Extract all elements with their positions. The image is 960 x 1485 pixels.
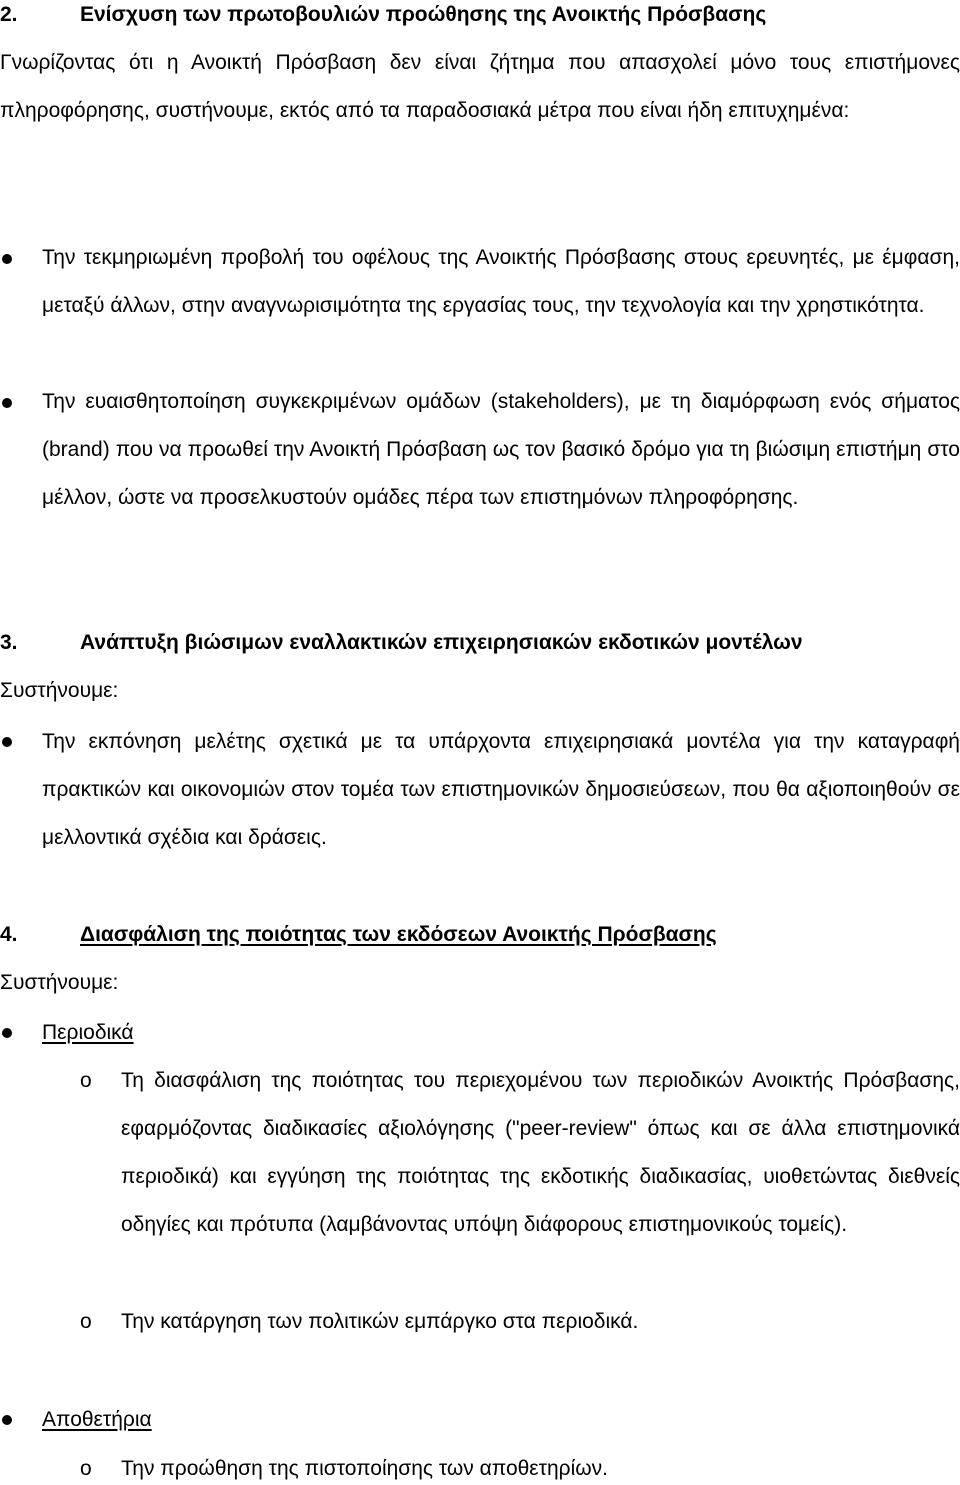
section-4-lead: Συστήνουμε: xyxy=(0,971,119,994)
journals-item-2: Την κατάργηση των πολιτικών εμπάργκο στα περιοδικά. xyxy=(121,1310,639,1333)
section-2-bullet-1: Την τεκμηριωμένη προβολή του οφέλους της Ανοικτής Πρόσβασης στους ερευνητές, με έμφαση, μεταξύ άλλων, στην αναγνωρισιμότητα της εργασίας τους, την τεχνολογία και την χρηστικότητα. xyxy=(42,246,960,317)
section-2-heading xyxy=(0,0,960,30)
repositories-item-1: Την προώθηση της πιστοποίησης των αποθετηρίων. xyxy=(121,1457,608,1480)
section-2-title: Ενίσχυση των πρωτοβουλιών προώθησης της Ανοικτής Πρόσβασης xyxy=(80,3,767,26)
section-2-bullet-2: Την ευαισθητοποίηση συγκεκριμένων ομάδων (stakeholders), με τη διαμόρφωση ενός σήματος (brand) που να προωθεί την Ανοικτή Πρόσβαση ως τον βασικό δρόμο για τη βιώσιμη επιστήμη στο μέλλον, ώστε να προσελκυστούν ομάδες πέρα των επιστημόνων πληροφόρησης. xyxy=(42,390,960,509)
journals-item-1: Τη διασφάλιση της ποιότητας του περιεχομένου των περιοδικών Ανοικτής Πρόσβασης, εφαρμόζοντας διαδικασίες αξιολόγησης ("peer-review" όπως και σε άλλα επιστημονικά περιοδικά) και εγγύηση της ποιότητας της εκδοτικής διαδικασίας, υιοθετώντας διεθνείς οδηγίες και πρότυπα (λαμβάνοντας υπόψη διάφορους επιστημονικούς τομείς). xyxy=(121,1069,960,1236)
circle-marker-icon: o xyxy=(80,1457,92,1480)
section-3-lead: Συστήνουμε: xyxy=(0,679,119,702)
section-4-number: 4. xyxy=(0,923,18,946)
repositories-label: Αποθετήρια xyxy=(42,1408,152,1431)
section-4-title: Διασφάλιση της ποιότητας των εκδόσεων Ανοικτής Πρόσβασης xyxy=(80,923,717,946)
section-3-heading xyxy=(0,628,960,658)
circle-marker-icon: o xyxy=(80,1310,92,1333)
section-3-title: Ανάπτυξη βιώσιμων εναλλακτικών επιχειρησιακών εκδοτικών μοντέλων xyxy=(80,631,803,654)
circle-marker-icon: o xyxy=(80,1069,92,1092)
section-2-number: 2. xyxy=(0,3,18,26)
bullet-icon xyxy=(2,398,12,408)
bullet-icon xyxy=(2,737,12,747)
section-3-number: 3. xyxy=(0,631,18,654)
bullet-icon xyxy=(2,1028,12,1038)
section-3-bullet-1: Την εκπόνηση μελέτης σχετικά με τα υπάρχοντα επιχειρησιακά μοντέλα για την καταγραφή πρακτικών και οικονομιών στον τομέα των επιστημονικών δημοσιεύσεων, που θα αξιοποιηθούν σε μελλοντικά σχέδια και δράσεις. xyxy=(42,730,960,849)
bullet-icon xyxy=(2,1415,12,1425)
bullet-icon xyxy=(2,254,12,264)
section-4-heading xyxy=(0,920,960,950)
section-2-intro: Γνωρίζοντας ότι η Ανοικτή Πρόσβαση δεν είναι ζήτημα που απασχολεί μόνο τους επιστήμονες πληροφόρησης, συστήνουμε, εκτός από τα παραδοσιακά μέτρα που είναι ήδη επιτυχημένα: xyxy=(0,51,960,122)
journals-label: Περιοδικά xyxy=(42,1021,134,1044)
